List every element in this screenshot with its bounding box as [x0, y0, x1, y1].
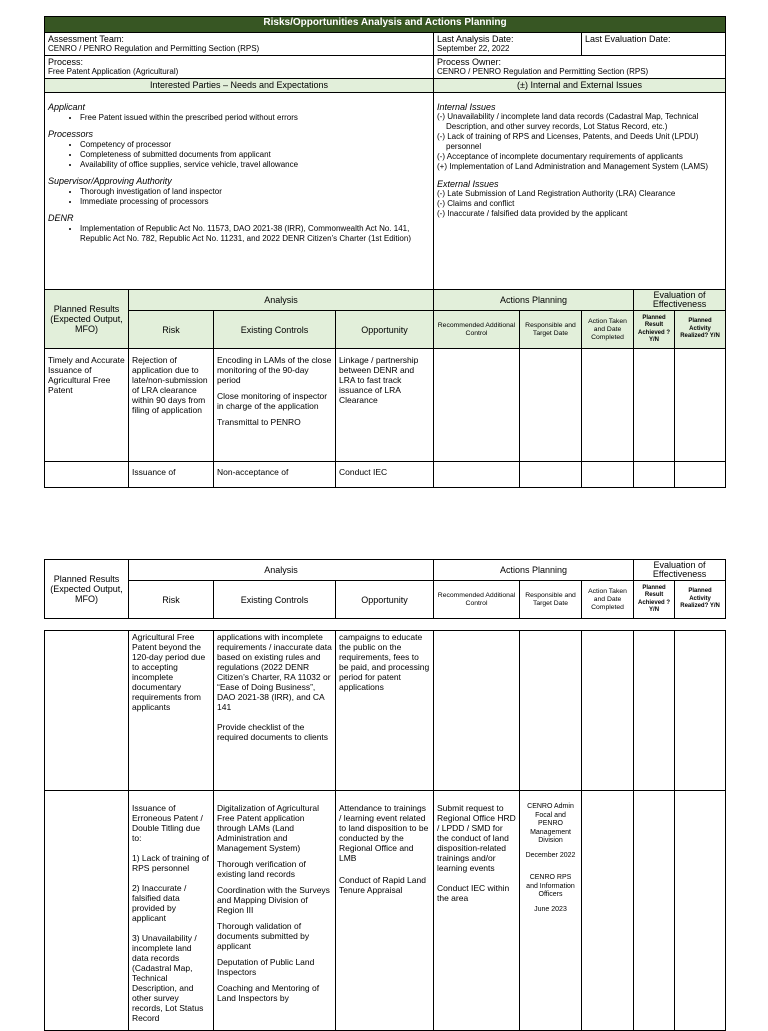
risk-header: Risk: [129, 581, 214, 619]
risk-cell: Rejection of application due to late/non-submission of LRA clearance within 90 days from filing of application: [129, 349, 214, 462]
planned-results-header: Planned Results (Expected Output, MFO): [45, 290, 129, 349]
opportunity-item: Attendance to trainings / learning event related to land disposition to be conducted by the Regional Office and LMB: [339, 803, 429, 863]
planned-result-cell: [45, 462, 129, 488]
planned-result-achieved-header: Planned Result Achieved ? Y/N: [634, 581, 675, 619]
party-item: • Implementation of Republic Act No. 11573, DAO 2021-38 (IRR), Commonwealth Act No. 141, Republic Act No. 782, Republic Act No. 11231, and 2022 DENR Citizen’s Charter (1st Edition): [80, 224, 418, 244]
opportunity-item: Conduct of Rapid Land Tenure Appraisal: [339, 875, 426, 895]
planned-result-achieved-header: Planned Result Achieved ? Y/N: [634, 311, 675, 349]
recommended-cell: [434, 791, 520, 1031]
control-item: Thorough validation of documents submitted by applicant: [217, 921, 310, 951]
party-name: Applicant: [48, 102, 86, 112]
recommended-header: Recommended Additional Control: [434, 581, 520, 619]
opportunity-header: Opportunity: [336, 581, 434, 619]
party-item: • Thorough investigation of land inspector: [80, 187, 430, 197]
analysis-header: Analysis: [129, 290, 434, 311]
opportunity-cell: [336, 791, 434, 1031]
evaluation-header: Evaluation of Effectiveness: [634, 560, 726, 581]
opportunity-cell: Linkage / partnership between DENR and LRA to fast track issuance of LRA Clearance: [336, 349, 434, 462]
process-cell: [45, 56, 434, 79]
external-issue: (-) Inaccurate / falsified data provided by the applicant: [437, 209, 628, 218]
opportunity-header: Opportunity: [336, 311, 434, 349]
planned-activity-realized-header: Planned Activity Realized? Y/N: [675, 581, 726, 619]
action-taken-header: Action Taken and Date Completed: [582, 311, 634, 349]
planned-results-header: Planned Results (Expected Output, MFO): [45, 560, 129, 619]
planned-result-cell: Timely and Accurate Issuance of Agricultural Free Patent: [45, 349, 129, 462]
internal-issues-title: Internal Issues: [437, 102, 496, 112]
issues-header: (±) Internal and External Issues: [434, 79, 726, 93]
table-row: [45, 791, 726, 1031]
result-achieved-cell: [634, 791, 675, 1031]
actions-planning-header: Actions Planning: [434, 290, 634, 311]
table-title: Risks/Opportunities Analysis and Actions Planning: [45, 17, 726, 33]
internal-issue: (-) Acceptance of incomplete documentary requirements of applicants: [437, 152, 683, 161]
process-owner-label: Process Owner:: [437, 57, 502, 67]
last-analysis-label: Last Analysis Date:: [437, 34, 514, 44]
existing-controls-cell: [214, 791, 336, 1031]
internal-issue: (+) Implementation of Land Administration and Management System (LAMS): [437, 162, 709, 171]
process-label: Process:: [48, 57, 84, 67]
existing-controls-cell: Non-acceptance of: [214, 462, 336, 488]
planned-activity-realized-header: Planned Activity Realized? Y/N: [675, 311, 726, 349]
responsible-item: CENRO Admin Focal and PENRO Management Division: [527, 803, 574, 844]
party-name: Processors: [48, 129, 94, 139]
control-item: Thorough verification of existing land records: [217, 859, 306, 879]
responsible-cell: [520, 791, 582, 1031]
risk-cell: Issuance of: [129, 462, 214, 488]
party-supervisor: [48, 176, 430, 207]
internal-issue: (-) Unavailability / incomplete land data records (Cadastral Map, Technical Description, and other survey records, Lot Status Record, etc.): [437, 112, 699, 131]
responsible-cell: [520, 349, 582, 462]
evaluation-header: Evaluation of Effectiveness: [634, 290, 726, 311]
control-item: Provide checklist of the required documents to clients: [217, 722, 329, 742]
interested-parties-cell: [45, 93, 434, 290]
party-name: DENR: [48, 213, 74, 223]
process-owner-cell: [434, 56, 726, 79]
process-value: Free Patent Application (Agricultural): [48, 67, 179, 76]
party-item: • Free Patent issued within the prescribed period without errors: [80, 113, 430, 123]
table-row: [45, 462, 726, 488]
interested-parties-header: Interested Parties – Needs and Expectations: [45, 79, 434, 93]
control-item: Coordination with the Surveys and Mapping Division of Region III: [217, 885, 330, 915]
last-evaluation-cell: [582, 33, 726, 56]
action-taken-cell: [582, 462, 634, 488]
opportunity-cell: campaigns to educate the public on the requirements, fees to be paid, and processing period for patent applications: [336, 631, 434, 791]
party-item: • Completeness of submitted documents from applicant: [80, 150, 430, 160]
control-item: Encoding in LAMs of the close monitoring of the 90-day period: [217, 355, 332, 385]
responsible-item: CENRO RPS and Information Officers: [526, 874, 575, 898]
recommended-cell: [434, 631, 520, 791]
party-processors: [48, 129, 430, 170]
existing-controls-cell: [214, 349, 336, 462]
result-achieved-cell: [634, 462, 675, 488]
last-analysis-value: September 22, 2022: [437, 44, 510, 53]
responsible-header: Responsible and Target Date: [520, 311, 582, 349]
existing-controls-header: Existing Controls: [214, 581, 336, 619]
party-item: • Availability of office supplies, service vehicle, travel allowance: [80, 160, 430, 170]
risk-header: Risk: [129, 311, 214, 349]
action-taken-cell: [582, 631, 634, 791]
risk-analysis-table-header-repeat: [44, 559, 726, 619]
party-item: • Immediate processing of processors: [80, 197, 430, 207]
recommended-item: Submit request to Regional Office HRD / LPDD / SMD for the conduct of land disposition-related trainings and/or learning events: [437, 803, 516, 873]
process-owner-value: CENRO / PENRO Regulation and Permitting Section (RPS): [437, 67, 649, 76]
existing-controls-header: Existing Controls: [214, 311, 336, 349]
party-denr: [48, 213, 430, 244]
existing-controls-cell: [214, 631, 336, 791]
party-name: Supervisor/Approving Authority: [48, 176, 172, 186]
responsible-header: Responsible and Target Date: [520, 581, 582, 619]
activity-realized-cell: [675, 631, 726, 791]
activity-realized-cell: [675, 791, 726, 1031]
party-applicant: [48, 102, 430, 123]
control-item: applications with incomplete requirements / inaccurate data based on existing rules and regulations (2022 DENR Citizen’s Charter, RA 11032 or “Ease of Doing Business”, DAO 2021-38 (IRR), and CA 141: [217, 632, 332, 712]
risk-cell: Agricultural Free Patent beyond the 120-day period due to accepting incomplete documentary requirements from applicants: [129, 631, 214, 791]
action-taken-header: Action Taken and Date Completed: [582, 581, 634, 619]
result-achieved-cell: [634, 349, 675, 462]
assessment-team-label: Assessment Team:: [48, 34, 124, 44]
analysis-header: Analysis: [129, 560, 434, 581]
activity-realized-cell: [675, 462, 726, 488]
external-issues-title: External Issues: [437, 179, 499, 189]
assessment-team-cell: [45, 33, 434, 56]
action-taken-cell: [582, 349, 634, 462]
activity-realized-cell: [675, 349, 726, 462]
planned-result-cell: [45, 631, 129, 791]
assessment-team-value: CENRO / PENRO Regulation and Permitting Section (RPS): [48, 44, 260, 53]
result-achieved-cell: [634, 631, 675, 791]
control-item: Transmittal to PENRO: [217, 417, 301, 427]
last-analysis-cell: [434, 33, 582, 56]
control-item: Coaching and Mentoring of Land Inspectors by: [217, 983, 320, 1003]
responsible-cell: [520, 462, 582, 488]
recommended-cell: [434, 349, 520, 462]
control-item: Digitalization of Agricultural Free Patent application through LAMs (Land Administration and Management System): [217, 803, 320, 853]
control-item: Close monitoring of inspector in charge of the application: [217, 391, 328, 411]
external-issue: (-) Claims and conflict: [437, 199, 515, 208]
risk-analysis-table-top: [44, 16, 726, 488]
recommended-header: Recommended Additional Control: [434, 311, 520, 349]
responsible-cell: [520, 631, 582, 791]
planned-result-cell: [45, 791, 129, 1031]
issues-cell: [434, 93, 726, 290]
table-row: [45, 349, 726, 462]
recommended-cell: [434, 462, 520, 488]
actions-planning-header: Actions Planning: [434, 560, 634, 581]
external-issue: (-) Late Submission of Land Registration Authority (LRA) Clearance: [437, 189, 676, 198]
responsible-item: June 2023: [534, 905, 567, 913]
table-row: [45, 631, 726, 791]
risk-analysis-table-continued: [44, 630, 726, 1031]
risk-cell: Issuance of Erroneous Patent / Double Titling due to: 1) Lack of training of RPS personnel 2) Inaccurate / falsified data provided by applicant 3) Unavailability / incomplete land data records (Cadastral Map, Technical Description, and other survey records, Lot Status Record: [129, 791, 214, 1031]
opportunity-cell: Conduct IEC: [336, 462, 434, 488]
responsible-item: December 2022: [525, 851, 576, 859]
control-item: Deputation of Public Land Inspectors: [217, 957, 315, 977]
action-taken-cell: [582, 791, 634, 1031]
last-evaluation-label: Last Evaluation Date:: [585, 34, 671, 44]
internal-issue: (-) Lack of training of RPS and Licenses, Patents, and Deeds Unit (LPDU) personnel: [437, 132, 699, 151]
recommended-item: Conduct IEC within the area: [437, 883, 510, 903]
party-item: • Competency of processor: [80, 140, 430, 150]
